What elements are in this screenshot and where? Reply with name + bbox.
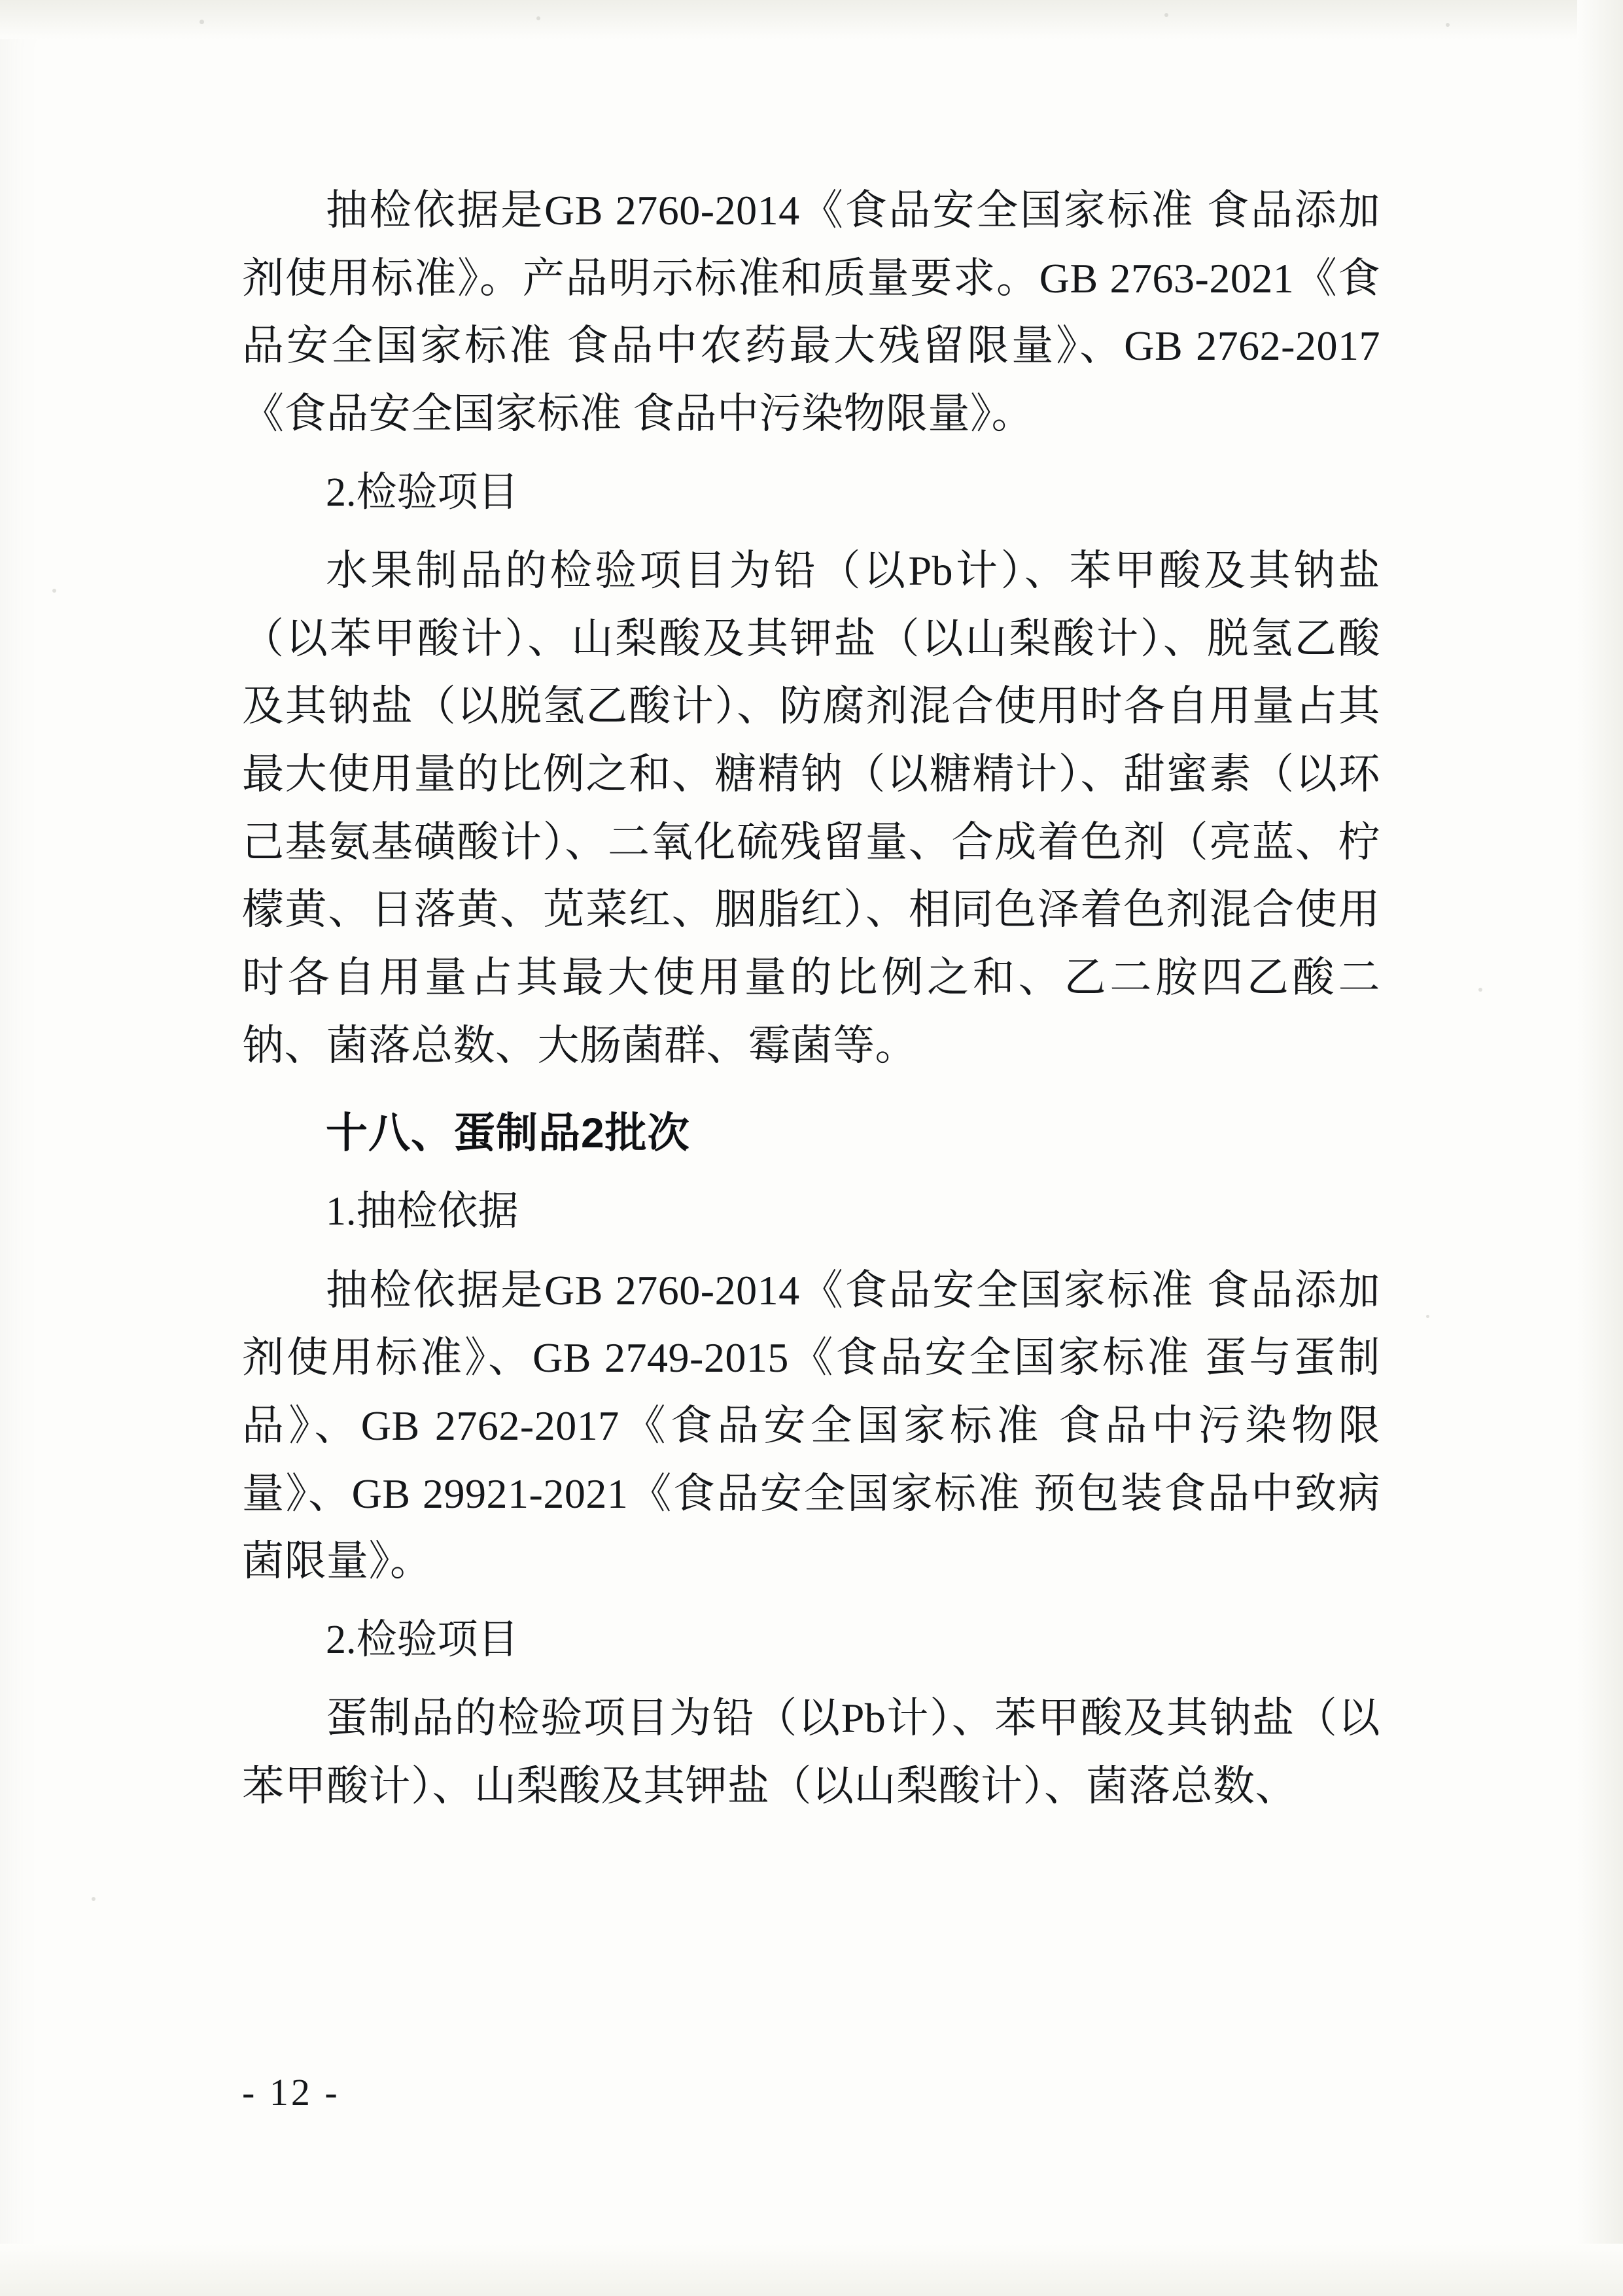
paragraph-sampling-basis-egg: 抽检依据是GB 2760-2014《食品安全国家标准 食品添加剂使用标准》、GB 2749-2015《食品安全国家标准 蛋与蛋制品》、GB 2762-2017《食品安全国家标准 食品中污染物限量》、GB 29921-2021《食品安全国家标准 预包装食品中致病菌限量》。 — [242, 1266, 1380, 1585]
scan-speck — [1446, 23, 1450, 27]
scan-edge-right — [1577, 0, 1623, 2296]
subheading-inspection-items-fruit: 2.检验项目 — [326, 470, 519, 515]
scan-speck — [200, 20, 204, 24]
scan-edge-top — [0, 0, 1623, 39]
scan-speck — [1164, 13, 1168, 17]
scan-speck — [52, 589, 56, 593]
paragraph-inspection-items-egg: 蛋制品的检验项目为铅（以Pb计）、苯甲酸及其钠盐（以苯甲酸计）、山梨酸及其钾盐（以山梨酸计）、菌落总数、 — [242, 1695, 1380, 1810]
scan-speck — [1426, 1315, 1429, 1318]
document-body — [242, 177, 1380, 1820]
subheading-sampling-basis-egg: 1.抽检依据 — [326, 1189, 519, 1234]
scan-speck — [1478, 988, 1482, 992]
scan-speck — [536, 16, 540, 20]
paragraph-abstract-basis-fruit: 抽检依据是GB 2760-2014《食品安全国家标准 食品添加剂使用标准》。产品明示标准和质量要求。GB 2763-2021《食品安全国家标准 食品中农药最大残留限量》、GB 2762-2017《食品安全国家标准 食品中污染物限量》。 — [242, 187, 1380, 438]
subheading-inspection-items-egg: 2.检验项目 — [326, 1617, 519, 1662]
paragraph-inspection-items-fruit: 水果制品的检验项目为铅（以Pb计）、苯甲酸及其钠盐（以苯甲酸计）、山梨酸及其钾盐（以山梨酸计）、脱氢乙酸及其钠盐（以脱氢乙酸计）、防腐剂混合使用时各自用量占其最大使用量的比例之和、糖精钠（以糖精计）、甜蜜素（以环己基氨基磺酸计）、二氧化硫残留量、合成着色剂（亮蓝、柠檬黄、日落黄、苋菜红、胭脂红）、相同色泽着色剂混合使用时各自用量占其最大使用量的比例之和、乙二胺四乙酸二钠、菌落总数、大肠菌群、霉菌等。 — [242, 548, 1380, 1069]
page-number: - 12 - — [242, 2071, 340, 2113]
scan-speck — [92, 1897, 96, 1901]
scan-edge-bottom — [0, 2244, 1623, 2296]
heading-section-eighteen: 十八、蛋制品2批次 — [326, 1109, 690, 1157]
